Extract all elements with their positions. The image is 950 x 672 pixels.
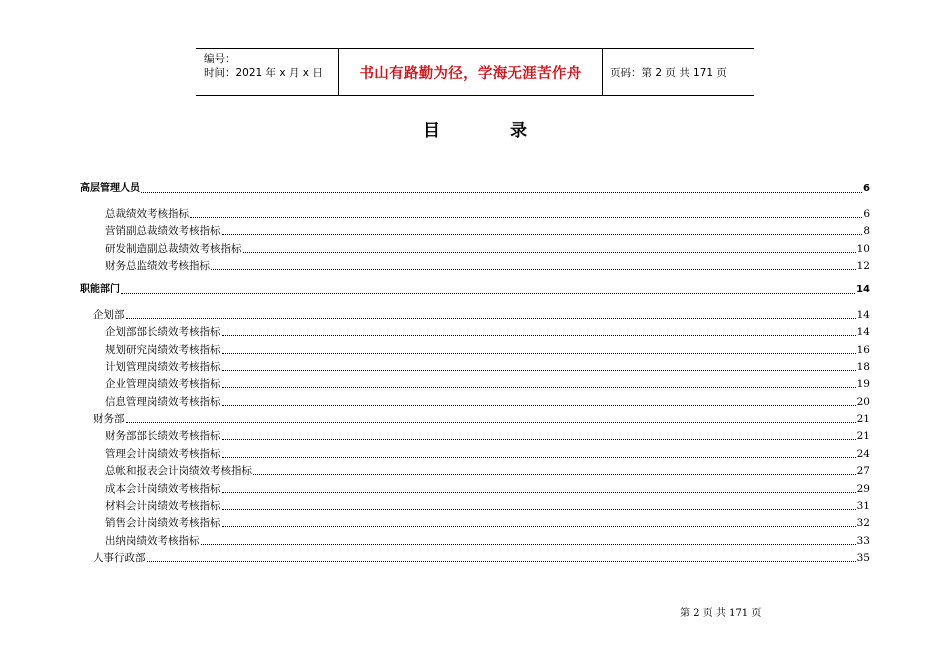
toc-entry[interactable] — [80, 513, 870, 530]
header-meta-cell — [196, 49, 339, 95]
toc-entry-page: 8 — [863, 225, 870, 238]
toc-entry[interactable] — [80, 374, 870, 391]
toc-entry-page: 14 — [856, 326, 870, 339]
toc-entry-title: 职能部门 — [80, 284, 120, 296]
toc-entry-title: 高层管理人员 — [80, 183, 140, 195]
toc-dot-leader — [201, 544, 856, 545]
toc-entry[interactable] — [80, 221, 870, 238]
toc-entry[interactable] — [80, 391, 870, 408]
toc-entry-page: 16 — [856, 343, 870, 356]
toc-entry[interactable] — [80, 357, 870, 374]
header-motto: 书山有路勤为径，学海无涯苦作舟 — [339, 49, 603, 95]
page-header — [196, 48, 754, 96]
toc-entry-title: 总裁绩效考核指标 — [105, 207, 189, 220]
toc-entry[interactable] — [80, 478, 870, 495]
toc-entry-page: 12 — [856, 259, 870, 272]
toc-entry-title: 销售会计岗绩效考核指标 — [105, 517, 221, 530]
toc-dot-leader — [222, 335, 856, 336]
toc-entry-page: 20 — [856, 395, 870, 408]
toc-entry-page: 14 — [856, 308, 870, 321]
toc-title: 目 录 — [423, 121, 559, 141]
toc-entry-page: 29 — [856, 482, 870, 495]
toc-entry-title: 财务部 — [93, 413, 125, 426]
toc-dot-leader — [253, 474, 856, 475]
toc-dot-leader — [222, 457, 856, 458]
toc-entry-title: 成本会计岗绩效考核指标 — [105, 482, 221, 495]
toc-entry-title: 研发制造副总裁绩效考核指标 — [105, 242, 242, 255]
toc-entry-page: 10 — [856, 242, 870, 255]
toc-dot-leader — [147, 561, 856, 562]
toc-entry-title: 财务部部长绩效考核指标 — [105, 430, 221, 443]
toc-dot-leader — [222, 439, 856, 440]
toc-entry[interactable] — [80, 426, 870, 443]
toc-entry[interactable] — [80, 203, 870, 220]
toc-entry[interactable] — [80, 238, 870, 255]
toc-entry-page: 27 — [856, 465, 870, 478]
toc-dot-leader — [126, 318, 856, 319]
toc-entry[interactable] — [80, 179, 870, 196]
toc-dot-leader — [126, 422, 856, 423]
toc-entry-page: 21 — [856, 413, 870, 426]
toc-entry-title: 总帐和报表会计岗绩效考核指标 — [105, 465, 252, 478]
toc-entry[interactable] — [80, 256, 870, 273]
toc-entry-page: 6 — [863, 207, 870, 220]
toc-entry[interactable] — [80, 548, 870, 565]
toc-dot-leader — [222, 370, 856, 371]
toc-entry-page: 21 — [856, 430, 870, 443]
toc-entry-page: 32 — [856, 517, 870, 530]
toc-entry[interactable] — [80, 461, 870, 478]
page-footer: 第 2 页 共 171 页 — [680, 608, 762, 619]
document-number-label: 编号： — [204, 53, 236, 65]
toc-dot-leader — [190, 217, 862, 218]
toc-entry[interactable] — [80, 322, 870, 339]
toc-dot-leader — [222, 492, 856, 493]
toc-entry-title: 企划部 — [93, 308, 125, 321]
toc-dot-leader — [222, 405, 856, 406]
toc-entry-title: 企划部部长绩效考核指标 — [105, 326, 221, 339]
table-of-contents — [80, 179, 870, 565]
toc-entry[interactable] — [80, 339, 870, 356]
toc-dot-leader — [222, 509, 856, 510]
toc-entry[interactable] — [80, 496, 870, 513]
document-time-label: 时间：2021 年 x 月 x 日 — [204, 67, 323, 79]
toc-dot-leader — [222, 234, 863, 235]
toc-entry-title: 管理会计岗绩效考核指标 — [105, 447, 221, 460]
toc-entry-title: 人事行政部 — [93, 552, 146, 565]
toc-entry-title: 企业管理岗绩效考核指标 — [105, 378, 221, 391]
toc-dot-leader — [222, 526, 856, 527]
toc-entry-title: 材料会计岗绩效考核指标 — [105, 500, 221, 513]
toc-dot-leader — [222, 387, 856, 388]
toc-dot-leader — [243, 252, 856, 253]
toc-entry-page: 35 — [856, 552, 870, 565]
toc-entry-page: 24 — [856, 447, 870, 460]
toc-entry-title: 规划研究岗绩效考核指标 — [105, 343, 221, 356]
toc-entry-title: 信息管理岗绩效考核指标 — [105, 395, 221, 408]
toc-entry-page: 14 — [856, 284, 870, 296]
toc-entry-title: 营销副总裁绩效考核指标 — [105, 225, 221, 238]
toc-dot-leader — [222, 353, 856, 354]
toc-dot-leader — [211, 269, 856, 270]
toc-dot-leader — [121, 293, 855, 294]
toc-entry-title: 出纳岗绩效考核指标 — [105, 534, 200, 547]
toc-entry-page: 6 — [863, 183, 870, 195]
toc-entry[interactable] — [80, 443, 870, 460]
toc-entry-page: 19 — [856, 378, 870, 391]
toc-dot-leader — [141, 192, 862, 193]
toc-entry-title: 财务总监绩效考核指标 — [105, 259, 210, 272]
toc-entry[interactable] — [80, 304, 870, 321]
toc-entry-page: 18 — [856, 360, 870, 373]
toc-entry[interactable] — [80, 409, 870, 426]
toc-entry[interactable] — [80, 280, 870, 297]
header-page-info: 页码：第 2 页 共 171 页 — [610, 66, 727, 79]
toc-entry-page: 33 — [856, 534, 870, 547]
toc-entry[interactable] — [80, 530, 870, 547]
toc-entry-page: 31 — [856, 500, 870, 513]
toc-entry-title: 计划管理岗绩效考核指标 — [105, 360, 221, 373]
